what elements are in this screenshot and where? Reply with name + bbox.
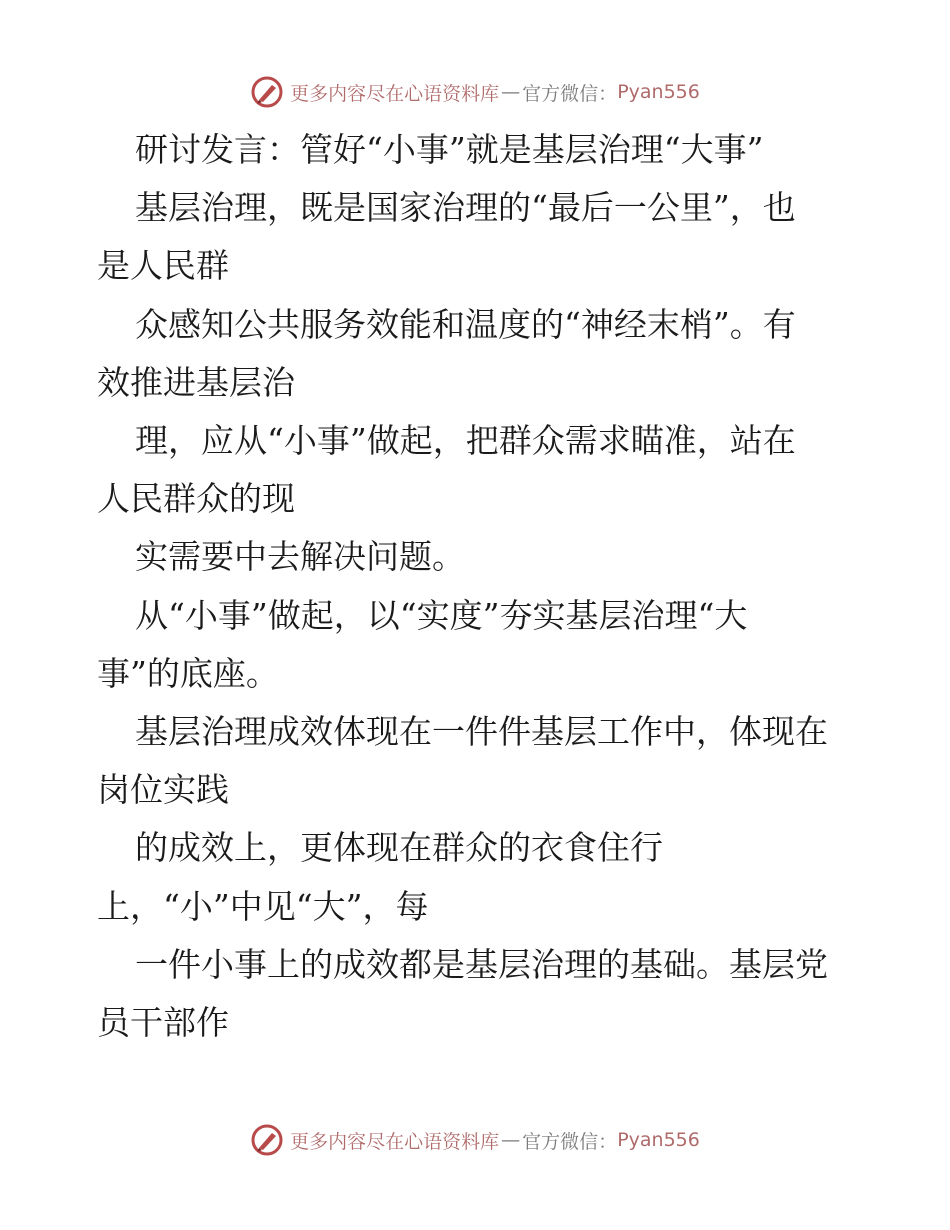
watermark-site-text: 更多内容尽在心语资料库 — [290, 1130, 500, 1153]
text-line: 效推进基层治 — [97, 362, 295, 402]
text-line: 是人民群 — [97, 246, 229, 286]
watermark-wechat-label: 官方微信： — [522, 1130, 618, 1153]
watermark-site-text: 更多内容尽在心语资料库 — [290, 82, 500, 105]
footer-watermark — [0, 1120, 950, 1160]
text-line: 研讨发言：管好“小事”就是基层治理“大事” — [135, 130, 764, 169]
watermark-wechat-label: 官方微信： — [522, 82, 618, 105]
text-line: 理，应从“小事”做起，把群众需求瞄准，站在 — [135, 421, 796, 461]
text-line: 的成效上，更体现在群众的衣食住行 — [135, 828, 663, 868]
pen-logo-icon — [250, 1123, 284, 1157]
text-line: 实需要中去解决问题。 — [135, 537, 465, 577]
watermark-wechat-id: Pyan556 — [617, 1129, 700, 1151]
text-line: 基层治理，既是国家治理的“最后一公里”，也 — [135, 188, 796, 228]
text-line: 基层治理成效体现在一件件基层工作中，体现在 — [135, 712, 828, 752]
text-line: 众感知公共服务效能和温度的“神经末梢”。有 — [135, 304, 796, 344]
document-body — [97, 121, 857, 1052]
watermark-separator: — — [501, 1129, 521, 1151]
watermark-wechat-id: Pyan556 — [617, 81, 700, 103]
text-line: 一件小事上的成效都是基层治理的基础。基层党 — [135, 944, 828, 984]
text-line: 岗位实践 — [97, 770, 229, 810]
text-line: 员干部作 — [97, 1003, 229, 1043]
watermark-separator: — — [501, 81, 521, 103]
text-line: 从“小事”做起，以“实度”夯实基层治理“大 — [135, 595, 748, 635]
text-line: 上，“小”中见“大”，每 — [97, 886, 429, 926]
header-watermark — [0, 72, 950, 112]
text-line: 人民群众的现 — [97, 479, 295, 519]
text-line: 事”的底座。 — [97, 653, 279, 693]
pen-logo-icon — [250, 75, 284, 109]
